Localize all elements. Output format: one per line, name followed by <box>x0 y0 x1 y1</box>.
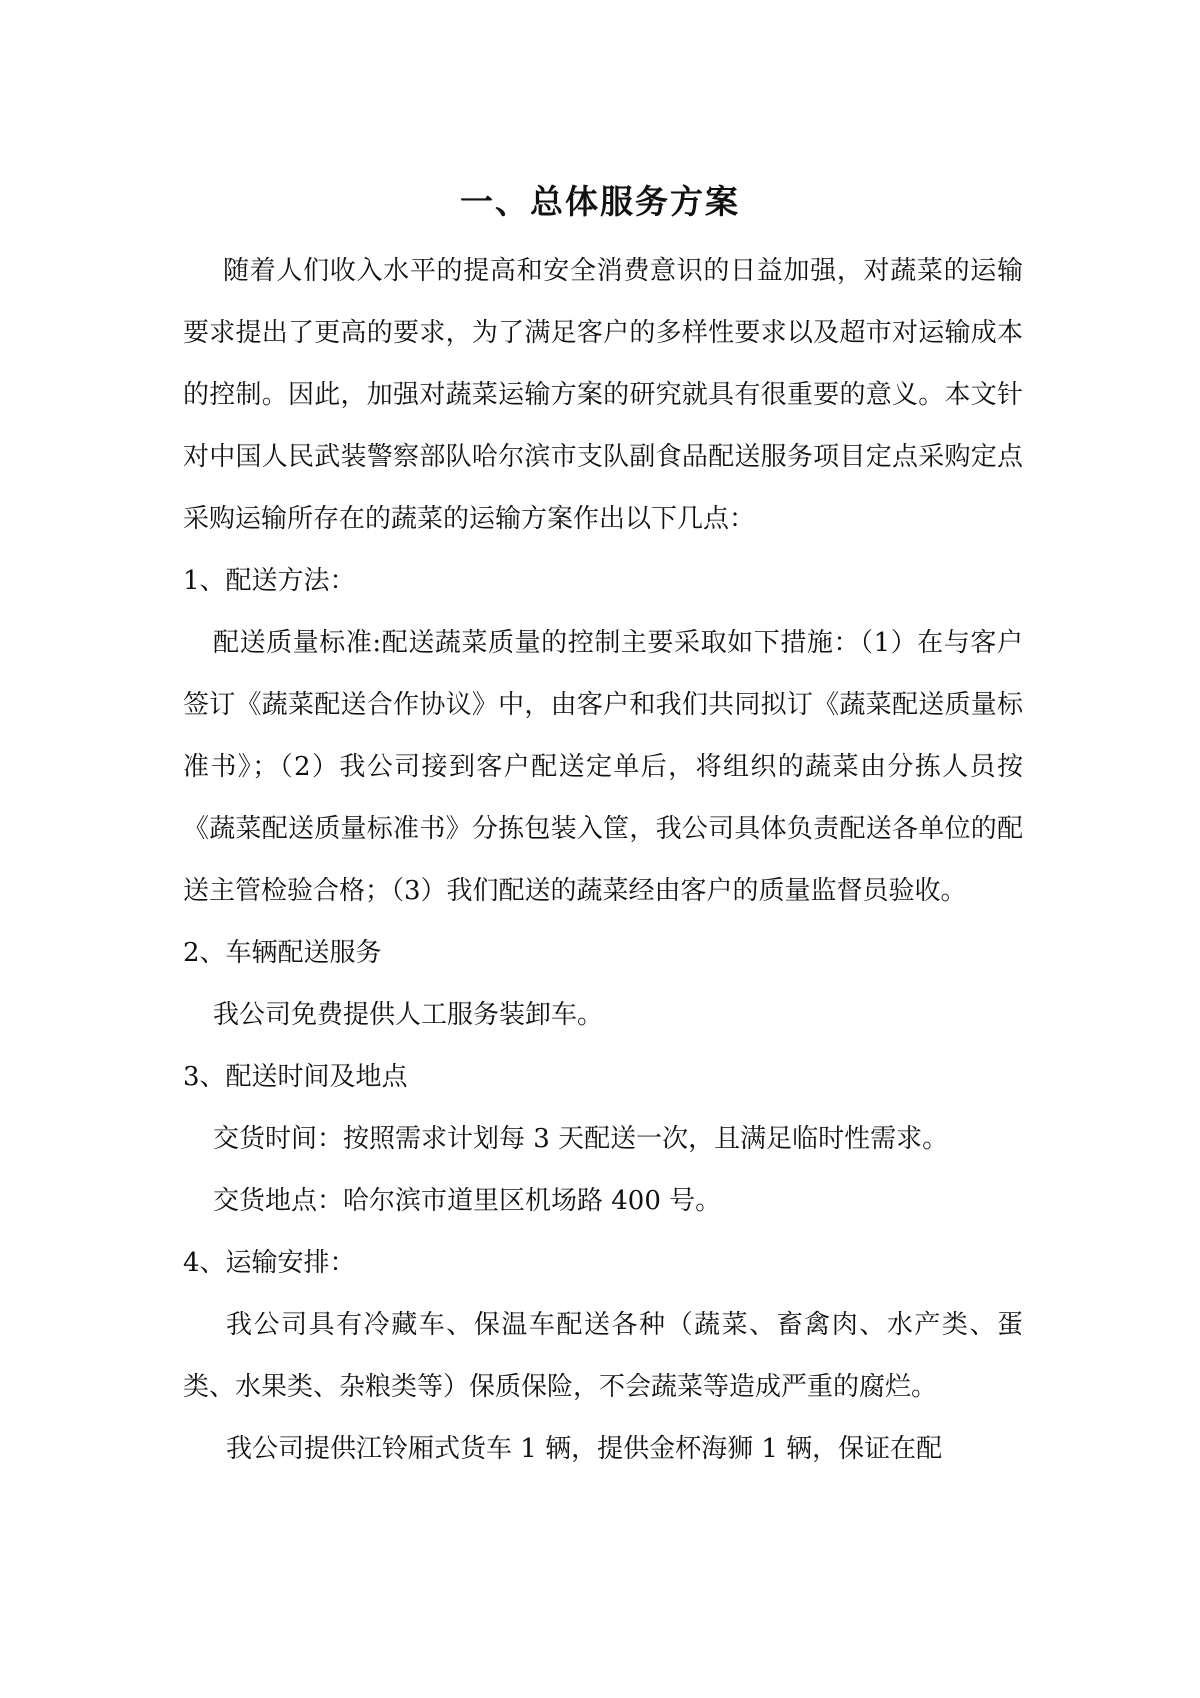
section-2-paragraph: 我公司免费提供人工服务装卸车。 <box>213 1000 604 1030</box>
page-title: 一、总体服务方案 <box>460 182 740 221</box>
delivery-time-paragraph: 交货时间：按照需求计划每 3 天配送一次，且满足临时性需求。 <box>213 1124 949 1154</box>
section-2-heading: 2、车辆配送服务 <box>183 938 382 968</box>
section-3-heading: 3、配送时间及地点 <box>183 1062 408 1092</box>
section-1-heading: 1、配送方法： <box>183 566 356 596</box>
section-4-paragraph-2: 我公司提供江铃厢式货车 1 辆，提供金杯海狮 1 辆，保证在配 <box>226 1434 943 1464</box>
section-4-paragraph-1: 我公司具有冷藏车、保温车配送各种（蔬菜、畜禽肉、水产类、蛋类、水果类、杂粮类等）保质保险，不会蔬菜等造成严重的腐烂。 <box>183 1310 1023 1402</box>
document-body <box>183 240 1023 1480</box>
section-1-paragraph: 配送质量标准:配送蔬菜质量的控制主要采取如下措施：（1）在与客户签订《蔬菜配送合作协议》中，由客户和我们共同拟订《蔬菜配送质量标准书》；（2）我公司接到客户配送定单后，将组织的蔬菜由分拣人员按《蔬菜配送质量标准书》分拣包装入筐，我公司具体负责配送各单位的配送主管检验合格；（3）我们配送的蔬菜经由客户的质量监督员验收。 <box>183 628 1023 906</box>
delivery-place-paragraph: 交货地点：哈尔滨市道里区机场路 400 号。 <box>213 1186 722 1216</box>
intro-paragraph: 随着人们收入水平的提高和安全消费意识的日益加强，对蔬菜的运输要求提出了更高的要求，为了满足客户的多样性要求以及超市对运输成本的控制。因此，加强对蔬菜运输方案的研究就具有很重要的意义。本文针对中国人民武装警察部队哈尔滨市支队副食品配送服务项目定点采购定点采购运输所存在的蔬菜的运输方案作出以下几点： <box>183 256 1023 534</box>
section-4-heading: 4、运输安排： <box>183 1248 356 1278</box>
